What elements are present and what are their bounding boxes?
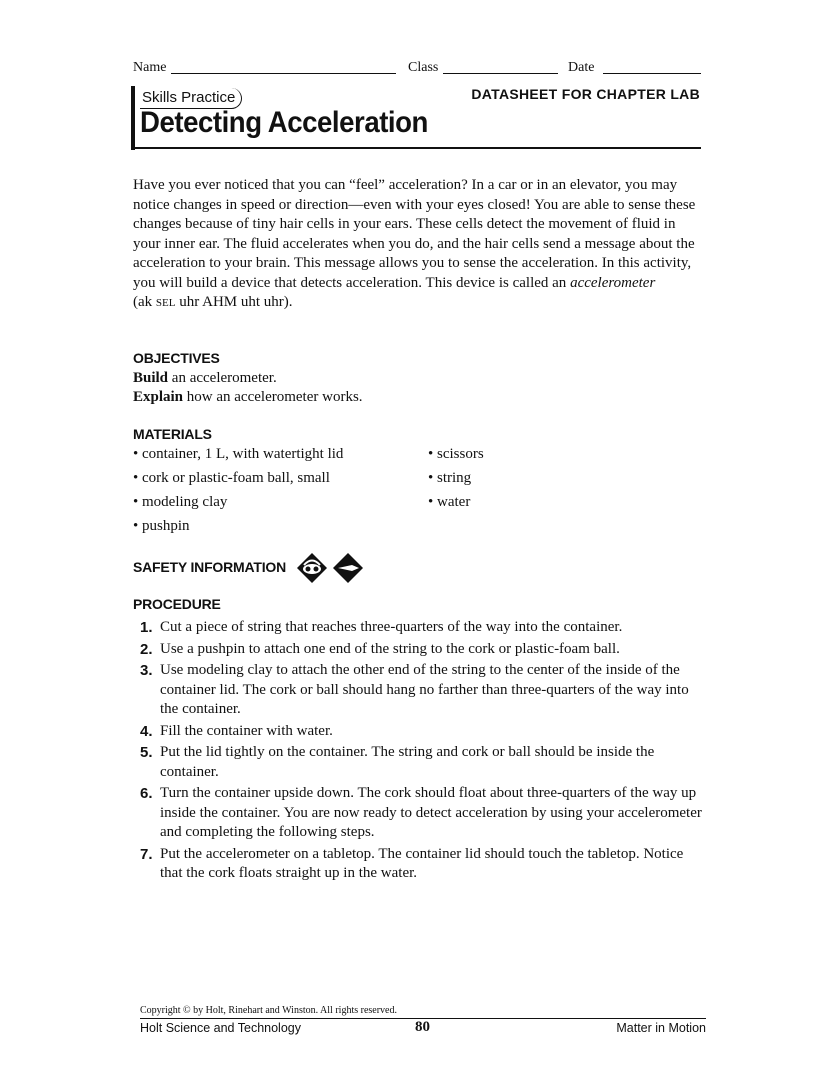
step-text: Use a pushpin to attach one end of the string to the cork or plastic-foam ball. xyxy=(160,640,620,657)
objectives-section xyxy=(133,349,363,408)
title-rule xyxy=(131,147,701,149)
book-title: Matter in Motion xyxy=(616,1021,706,1035)
page-number: 80 xyxy=(415,1019,430,1035)
pronunciation-end: uhr AHM uht uhr). xyxy=(175,294,293,310)
procedure-heading-wrap xyxy=(133,595,221,615)
step-number: 3. xyxy=(140,662,153,679)
objectives-heading: OBJECTIVES xyxy=(133,350,220,366)
procedure-steps xyxy=(133,618,708,886)
step-number: 7. xyxy=(140,845,153,863)
safety-heading: SAFETY INFORMATION xyxy=(133,559,286,576)
materials-list-right xyxy=(428,442,484,514)
eye-protection-icon xyxy=(297,553,327,583)
objective-verb: Build xyxy=(133,369,169,386)
objective-verb: Explain xyxy=(133,389,184,405)
objective-text: an accelerometer. xyxy=(168,369,277,386)
objective-text: how an accelerometer works. xyxy=(183,389,363,405)
step-number: 6. xyxy=(140,785,153,802)
step-number: 1. xyxy=(140,619,153,636)
procedure-step xyxy=(133,661,708,720)
step-text: Use modeling clay to attach the other end of the string to the center of the inside of the container lid. The cork or ball should hang no farther than three-quarters of the way into the container. xyxy=(160,662,689,717)
material-item: • container, 1 L, with watertight lid xyxy=(133,446,344,462)
material-item: • modeling clay xyxy=(133,494,228,510)
procedure-step xyxy=(133,722,708,742)
date-label: Date xyxy=(568,60,595,75)
class-field[interactable] xyxy=(443,73,558,74)
material-item: • scissors xyxy=(428,446,484,462)
date-field[interactable] xyxy=(603,73,701,74)
pronunciation-start: (ak xyxy=(133,294,156,310)
class-label: Class xyxy=(408,60,439,75)
materials-section xyxy=(133,425,703,545)
objective-item xyxy=(133,369,363,389)
material-item: • pushpin xyxy=(133,518,190,534)
sharp-object-icon xyxy=(333,553,363,583)
procedure-step xyxy=(133,743,708,782)
datasheet-label: DATASHEET FOR CHAPTER LAB xyxy=(471,86,700,102)
skills-practice-badge: Skills Practice xyxy=(140,88,242,109)
step-text: Put the accelerometer on a tabletop. The container lid should touch the tabletop. Notice that the cork floats straight up in the water. xyxy=(160,845,684,881)
term-accelerometer: accelerometer xyxy=(570,274,656,291)
objective-item xyxy=(133,388,363,408)
safety-icons xyxy=(296,552,366,584)
materials-heading: MATERIALS xyxy=(133,426,212,442)
step-text: Fill the container with water. xyxy=(160,722,333,739)
step-text: Cut a piece of string that reaches three-quarters of the way into the container. xyxy=(160,619,623,635)
copyright-notice: Copyright © by Holt, Rinehart and Winston. All rights reserved. xyxy=(140,1005,397,1016)
publisher-label: Holt Science and Technology xyxy=(140,1021,301,1035)
step-number: 2. xyxy=(140,640,153,658)
material-item: • cork or plastic-foam ball, small xyxy=(133,470,330,486)
procedure-step xyxy=(133,784,708,843)
step-number: 4. xyxy=(140,722,153,740)
page-footer xyxy=(140,1021,706,1039)
procedure-step xyxy=(133,845,708,884)
material-item: • string xyxy=(428,470,472,486)
step-text: Put the lid tightly on the container. The string and cork or ball should be inside the container. xyxy=(160,744,655,780)
name-label: Name xyxy=(133,60,167,75)
materials-list-left xyxy=(133,442,343,538)
step-text: Turn the container upside down. The cork should float about three-quarters of the way up inside the container. You are now ready to detect acceleration by using your accelerometer and completing the following steps. xyxy=(160,785,702,840)
pronunciation-stress: SEL xyxy=(155,297,176,309)
procedure-step xyxy=(133,640,708,660)
student-info-header xyxy=(133,60,701,80)
safety-section xyxy=(133,552,366,584)
procedure-step xyxy=(133,618,708,638)
name-field[interactable] xyxy=(171,73,396,74)
procedure-heading: PROCEDURE xyxy=(133,596,221,612)
title-bar-accent xyxy=(131,86,135,150)
step-number: 5. xyxy=(140,744,153,761)
material-item: • water xyxy=(428,494,471,510)
intro-paragraph xyxy=(133,176,705,314)
page-title: Detecting Acceleration xyxy=(140,106,428,139)
intro-text: Have you ever noticed that you can “feel” acceleration? In a car or in an elevator, you may notice changes in speed or direction—even with your eyes closed! You are able to sense these changes because of tiny hair cells in your ears. These cells detect the movement of fluid in your inner ear. The fluid accelerates when you do, and the hair cells send a message about the acceleration to your brain. This message allows you to sense the acceleration. In this activity, you will build a device that detects acceleration. This device is called an xyxy=(133,177,696,291)
